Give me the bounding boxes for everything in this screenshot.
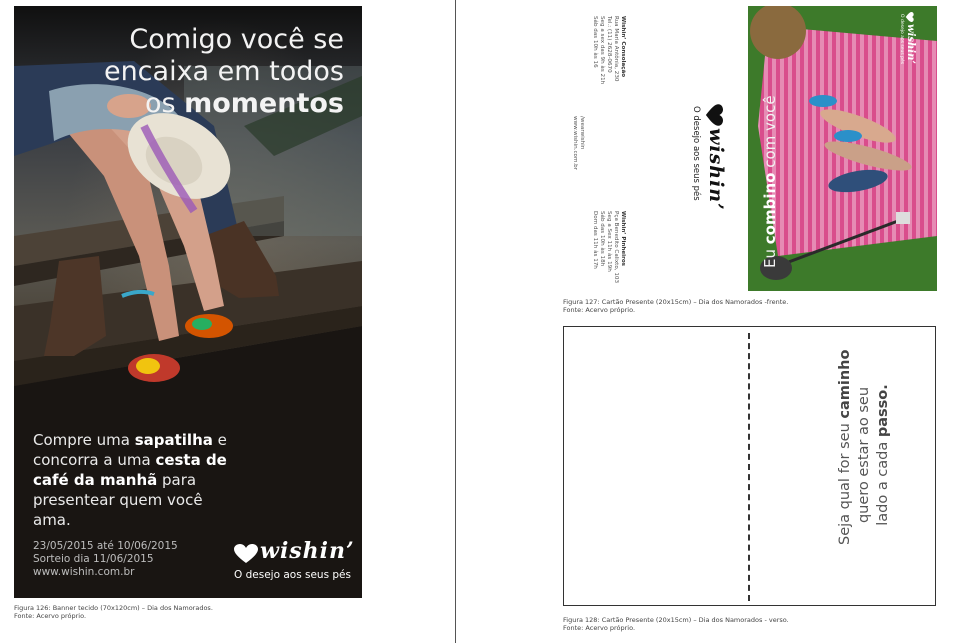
- logo-wordmark: wishin’: [905, 24, 916, 64]
- card-photo: [748, 6, 937, 291]
- banner-headline: [24, 24, 344, 120]
- store-address: Pça Benedito Calixto, 103: [613, 211, 619, 284]
- verse-line-1: [836, 349, 855, 545]
- banner-image: [14, 6, 362, 598]
- headline-line-3: [24, 88, 344, 120]
- promo-text-part: e concorra a uma: [33, 431, 227, 469]
- promo-text-part: Compre uma: [33, 431, 135, 449]
- store-hours: Seg a sex das 9h às 21h: [599, 16, 605, 85]
- figure-127-caption: [563, 298, 883, 314]
- card-verse: [836, 349, 893, 545]
- caption-prefix: Eu: [761, 244, 779, 268]
- verse-line-2: quero estar ao seu: [856, 386, 872, 524]
- logo-tagline: O desejo aos seus pés: [234, 569, 351, 581]
- verse-emphasis: caminho: [837, 349, 853, 419]
- verse-emphasis: passo.: [875, 384, 891, 438]
- caption-source: Fonte: Acervo próprio.: [14, 612, 87, 620]
- logo-tagline: O desejo aos seus pés: [691, 106, 701, 201]
- figure-128-caption: [563, 616, 883, 632]
- store-hours: Sáb das 10h às 18h: [599, 211, 605, 267]
- promo-dates: 23/05/2015 até 10/06/2015: [33, 540, 178, 552]
- caption-title: Figura 128: Cartão Presente (20x15cm) – Dia dos Namorados - verso.: [563, 616, 789, 624]
- caption-suffix: com você: [761, 95, 779, 173]
- logo-tagline: O desejo aos seus pés: [899, 14, 904, 65]
- caption-source: Fonte: Acervo próprio.: [563, 624, 636, 632]
- store-phone: Tel.: (11) 2628-0670: [606, 16, 612, 73]
- heart-icon: [234, 544, 258, 564]
- social-info: [571, 116, 585, 170]
- store-title: Wishin’ Pinheiros: [620, 211, 626, 266]
- caption-title: Figura 126: Banner tecido (70x120cm) – Dia dos Namorados.: [14, 604, 213, 612]
- promo-text-part: para presentear quem você ama.: [33, 471, 203, 529]
- store-pinheiros-info: [591, 211, 626, 283]
- card-wishin-logo: [669, 104, 729, 224]
- verse-text: lado a cada: [875, 437, 891, 526]
- caption-emphasis: combino: [761, 172, 779, 245]
- social-handle: /wearwishin: [579, 116, 585, 150]
- store-hours: Dom das 11h às 17h: [592, 211, 598, 269]
- photo-wishin-logo: [896, 12, 916, 72]
- card-contacts-panel: [563, 6, 748, 291]
- store-title: Wishin’ Consolação: [620, 16, 626, 78]
- headline-line-2: encaixa em todos: [103, 56, 344, 87]
- logo-wordmark: wishin’: [260, 538, 355, 564]
- store-hours: Sáb das 10h às 16: [592, 16, 598, 68]
- verse-text: Seja qual for seu: [837, 418, 853, 545]
- headline-emphasis: momentos: [184, 88, 344, 119]
- website-url: www.wishin.com.br: [572, 116, 578, 171]
- gift-card-back: [563, 326, 936, 606]
- heart-icon: [905, 12, 914, 22]
- banner-info: [33, 540, 233, 579]
- heart-icon: [705, 104, 723, 126]
- store-hours: Seg a Sex 11h às 19h: [606, 211, 612, 272]
- gift-card-front: [563, 6, 937, 291]
- store-address: Rua Maria Antônia, 230: [613, 16, 619, 82]
- store-consolacao-info: [591, 16, 626, 84]
- promo-emphasis: sapatilha: [134, 431, 213, 449]
- wishin-logo: [234, 538, 354, 588]
- page-divider: [455, 0, 456, 643]
- verse-line-3: [874, 365, 893, 545]
- photo-caption: [761, 95, 779, 268]
- draw-date: Sorteio dia 11/06/2015: [33, 553, 154, 565]
- website-url: www.wishin.com.br: [33, 566, 135, 578]
- figure-126-caption: [14, 604, 274, 620]
- fold-line: [748, 333, 750, 601]
- caption-title: Figura 127: Cartão Presente (20x15cm) – Dia dos Namorados -frente.: [563, 298, 789, 306]
- logo-wordmark: wishin’: [705, 128, 727, 211]
- caption-source: Fonte: Acervo próprio.: [563, 306, 636, 314]
- headline-line-1: Comigo você se: [129, 24, 344, 55]
- headline-line-3-prefix: os: [144, 88, 185, 119]
- banner-promo-text: [33, 430, 233, 530]
- promo-emphasis: cesta de café da manhã: [33, 451, 227, 489]
